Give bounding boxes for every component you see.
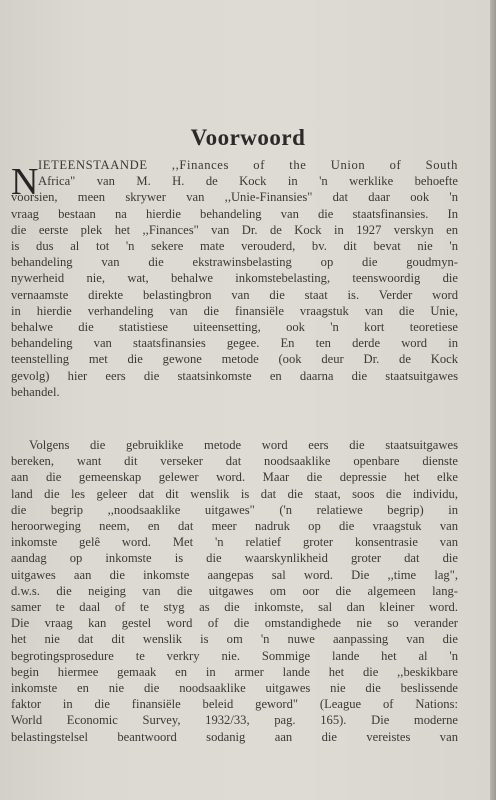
text-line: bereken, want dit verseker dat noodsaaklike openbare dienste (11, 454, 458, 469)
text-line: uitgawes aan die inkomste aangepas sal word. Die ,,time lag", (11, 567, 458, 582)
text-line: Volgens die gebruiklike metode word eers die staatsuitgawes (29, 438, 458, 452)
text-line: in hierdie verhandeling van die finansiële vraagstuk van die Unie, (11, 303, 458, 318)
text-line: nywerheid nie, wat, behalwe inkomstebelasting, teenswoordig die (11, 271, 458, 286)
drop-cap: N (11, 161, 39, 203)
text-line: vernaamste direkte belastingbron van die staat is. Verder word (11, 287, 458, 302)
text-line: begrotingsprosedure te verkry nie. Sommige lande het al 'n (11, 648, 458, 663)
text-line: faktor in die finansiële beleid geword" (League of Nations: (11, 697, 458, 712)
page-title: Voorwoord (190, 125, 306, 150)
text-line: inkomste en nie die noodsaaklike uitgawes nie die beslissende (11, 681, 458, 696)
text-line: behalwe die statistiese uiteensetting, ook 'n kort teoretiese (11, 320, 458, 335)
text-line: vraag bestaan na hierdie behandeling van die staatsfinansies. In (11, 206, 458, 221)
text-line: is dus al tot 'n sekere mate verouderd, bv. dit bevat nie 'n (11, 239, 458, 254)
paragraph-2 (11, 437, 458, 745)
text-line: behandeling van die ekstrawinsbelasting op die goudmyn- (11, 255, 458, 270)
paragraph-1 (11, 157, 458, 400)
text-line: gevolg) hier eers die staatsinkomste en daarna die staatsuitgawes (11, 368, 458, 383)
text-line: Africa" van M. H. de Kock in 'n werklike behoefte (38, 174, 458, 189)
text-line: teenstelling met die gewone metode (ook deur Dr. de Kock (11, 352, 458, 367)
text-line: behandeling van staatsfinansies gegee. En ten derde word in (11, 336, 458, 351)
text-line: Die vraag kan gestel word of die omstandighede nie so verander (11, 616, 458, 631)
text-line: IETEENSTAANDE ,,Finances of the Union of South (38, 158, 458, 172)
text-line: aan die gemeenskap gelewer word. Maar die depressie het elke (11, 470, 458, 485)
text-line: voorsien, meen skrywer van ,,Unie-Finansies" dat daar ook 'n (11, 190, 458, 205)
text-line: die begrip ,,noodsaaklike uitgawes" ('n relatiewe begrip) in (11, 502, 458, 517)
text-line: het nie dat dit wenslik is om 'n nuwe aanpassing van die (11, 632, 458, 647)
text-line: aandag op inkomste is die waarskynlikheid groter dat die (11, 551, 458, 566)
text-line: d.w.s. die neiging van die uitgawes om oor die algemeen lang- (11, 583, 458, 598)
text-line: die eerste plek het ,,Finances" van Dr. de Kock in 1927 verskyn en (11, 222, 458, 237)
text-line: inkomste gelê word. Met 'n relatief groter konsentrasie van (11, 535, 458, 550)
page-edge (490, 0, 496, 800)
text-line: samer te daal of te styg as die inkomste, sal dan kleiner word. (11, 600, 458, 615)
text-line: begin hiermee gemaak en in armer lande het die ,,beskikbare (11, 664, 458, 679)
text-line: belastingstelsel beantwoord sodanig aan die vereistes van (11, 729, 458, 744)
text-line: behandel. (11, 384, 60, 399)
text-line: land die les geleer dat dit wenslik is dat die staat, soos die individu, (11, 486, 458, 501)
text-line: heroorweging neem, en dat meer nadruk op die vraagstuk van (11, 519, 458, 534)
text-line: World Economic Survey, 1932/33, pag. 165). Die moderne (11, 713, 458, 728)
